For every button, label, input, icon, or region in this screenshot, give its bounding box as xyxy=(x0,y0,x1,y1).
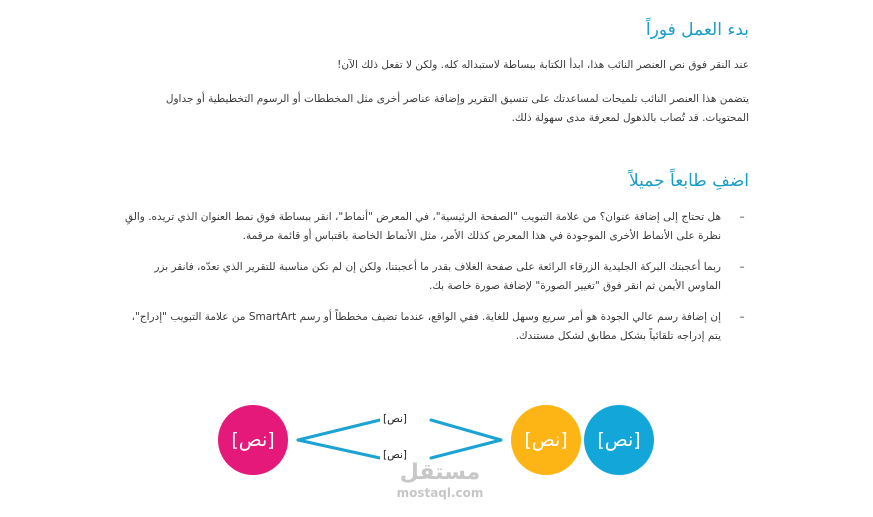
list-item-text: هل تحتاج إلى إضافة عنوان؟ من علامة التبويب "الصفحة الرئيسية"، في المعرض "أنماط"، انقر ببساطة فوق نمط العنوان الذي تريده. والقِ نظرة على الأنماط الأخرى الموجودة في هذا المعرض كذلك الأمر، مثل الأنماط الخاصة باقتباس أو قائمة مرقمة. xyxy=(124,211,721,242)
connector-line xyxy=(298,440,380,458)
bullet-marker: – xyxy=(739,311,745,323)
tips-paragraph: يتضمن هذا العنصر النائب تلميحات لمساعدتك على تنسيق التقرير وإضافة عناصر أخرى مثل المخططات أو الرسوم التخطيطية أو جداول المحتويات. قد تُصاب بالذهول لمعرفة مدى سهولة ذلك. xyxy=(165,93,749,124)
diagram-circle-pink[interactable]: [نص] xyxy=(218,405,288,475)
intro-paragraph: عند النقر فوق نص العنصر النائب هذا، ابدأ الكتابة ببساطة لاستبداله كله. ولكن لا تفعل ذلك الآن! xyxy=(337,59,749,71)
list-item-text: ربما أعجبتك البركة الجليدية الزرقاء الرائعة على صفحة الغلاف بقدر ما أعجبتنا، ولكن إن لم تكن مناسبة للتقرير الذي تعدّه، فانقر بزر الماوس الأيمن ثم انقر فوق "تغيير الصورة" لإضافة صورة خاصة بك. xyxy=(154,261,721,292)
diagram-circle-yellow[interactable]: [نص] xyxy=(511,405,581,475)
list-item-text: إن إضافة رسم عالي الجودة هو أمر سريع وسهل للغاية. ففي الواقع، عندما تضيف مخططاً أو رسم SmartArt من علامة التبويب "إدراج"، يتم إدراجه تلقائياً بشكل مطابق لشكل مستندك. xyxy=(131,311,721,342)
connector-label-top[interactable]: [نص] xyxy=(380,413,410,425)
section-heading-beautify: اضفِ طابعاً جميلاً xyxy=(629,171,749,191)
bullet-marker: – xyxy=(739,261,745,273)
section-heading-get-started: بدء العمل فوراً xyxy=(645,20,749,40)
watermark-brand: مستقل xyxy=(399,460,481,485)
diagram-circle-blue[interactable]: [نص] xyxy=(584,405,654,475)
connector-label-bottom[interactable]: [نص] xyxy=(380,449,410,461)
connector-line xyxy=(431,440,501,458)
connector-line xyxy=(431,420,501,440)
watermark xyxy=(375,460,505,500)
watermark-url: mostaql.com xyxy=(396,486,484,500)
connector-line xyxy=(298,420,380,440)
bullet-marker: – xyxy=(739,211,745,223)
